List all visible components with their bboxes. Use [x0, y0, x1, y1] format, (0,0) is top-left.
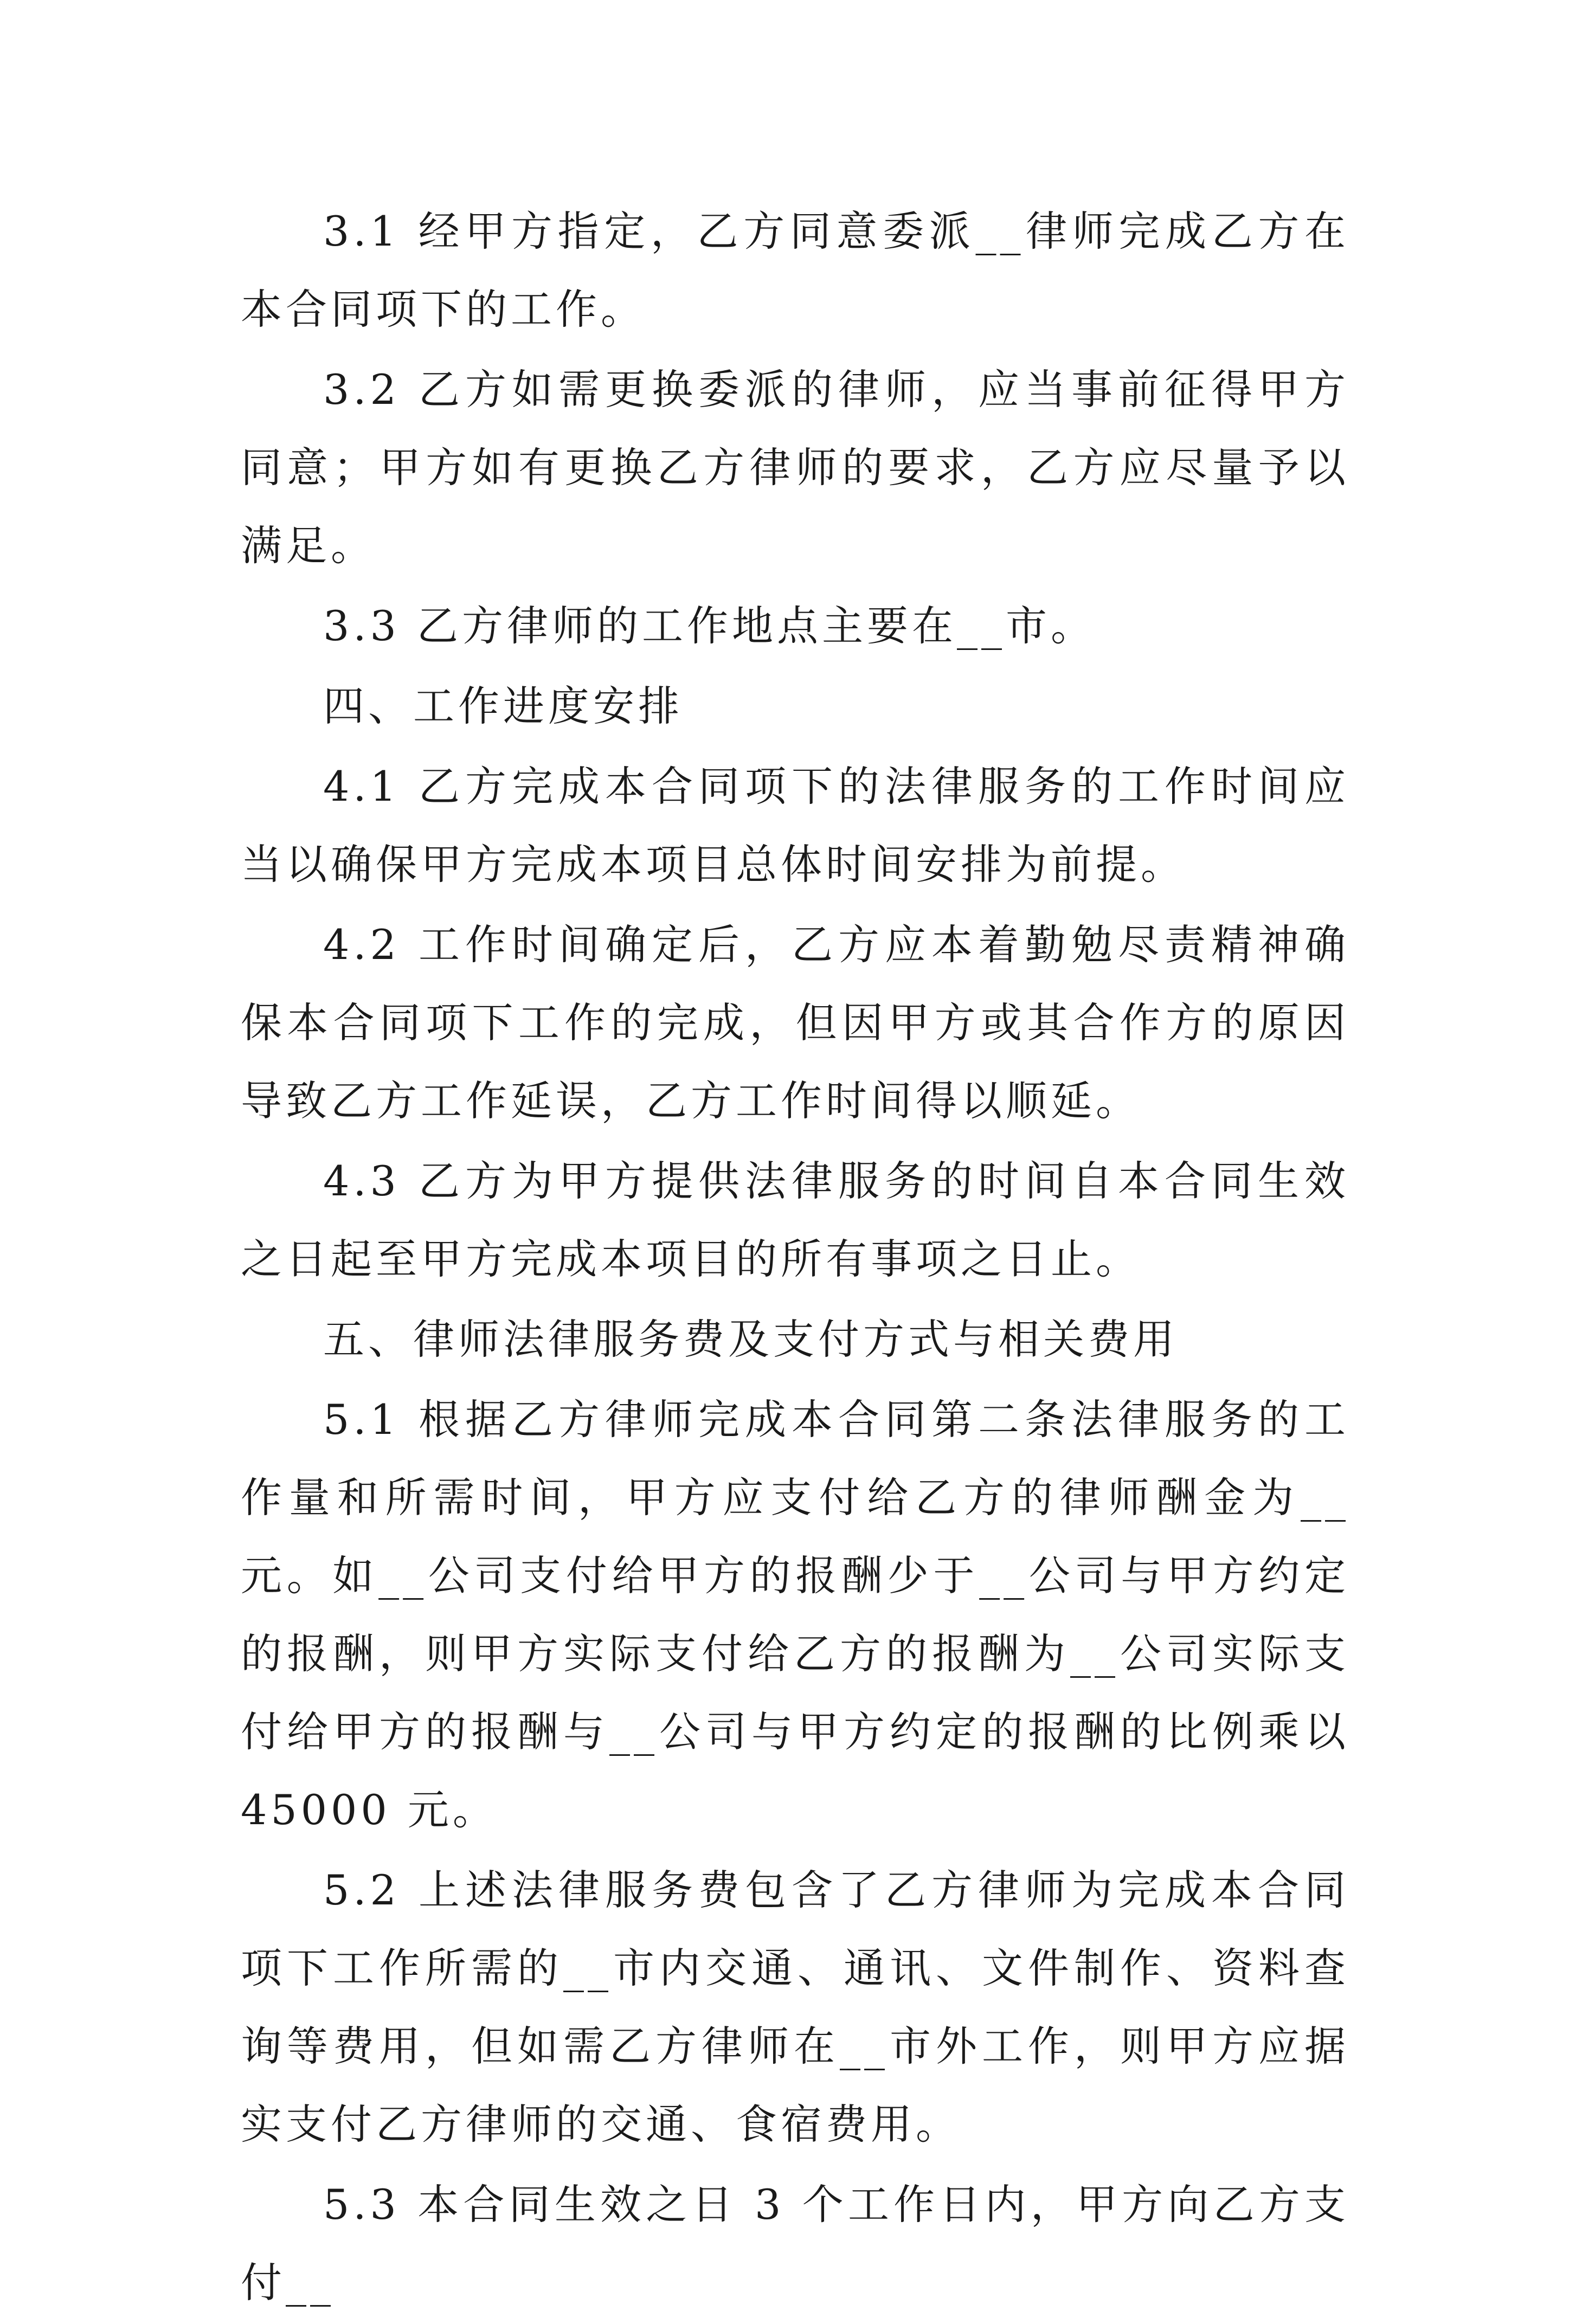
clause-3-1: 3.1 经甲方指定，乙方同意委派__律师完成乙方在本合同项下的工作。: [241, 207, 1349, 333]
clause-3-3: 3.3 乙方律师的工作地点主要在__市。: [323, 602, 1096, 650]
clause-4-1: 4.1 乙方完成本合同项下的法律服务的工作时间应当以确保甲方完成本项目总体时间安排为前提。: [241, 762, 1349, 889]
clause-4-3: 4.3 乙方为甲方提供法律服务的时间自本合同生效之日起至甲方完成本项目的所有事项之日止。: [241, 1157, 1349, 1283]
document-body: [241, 192, 1349, 2324]
section-heading-5: 五、律师法律服务费及支付方式与相关费用: [323, 1315, 1178, 1363]
clause-3-2: 3.2 乙方如需更换委派的律师，应当事前征得甲方同意；甲方如有更换乙方律师的要求，乙方应尽量予以满足。: [241, 365, 1349, 570]
clause-5-2: 5.2 上述法律服务费包含了乙方律师为完成本合同项下工作所需的__市内交通、通讯、文件制作、资料查询等费用，但如需乙方律师在__市外工作，则甲方应据实支付乙方律师的交通、食宿费用。: [241, 1866, 1349, 2148]
clause-5-3: 5.3 本合同生效之日 3 个工作日内，甲方向乙方支付__: [241, 2180, 1349, 2307]
section-heading-4: 四、工作进度安排: [323, 682, 683, 730]
clause-5-1: 5.1 根据乙方律师完成本合同第二条法律服务的工作量和所需时间，甲方应支付给乙方的律师酬金为__元。如__公司支付给甲方的报酬少于__公司与甲方约定的报酬，则甲方实际支付给乙方的报酬为__公司实际支付给甲方的报酬与__公司与甲方约定的报酬的比例乘以 45000 元。: [241, 1395, 1349, 1834]
clause-4-2: 4.2 工作时间确定后，乙方应本着勤勉尽责精神确保本合同项下工作的完成，但因甲方或其合作方的原因导致乙方工作延误，乙方工作时间得以顺延。: [241, 920, 1349, 1125]
